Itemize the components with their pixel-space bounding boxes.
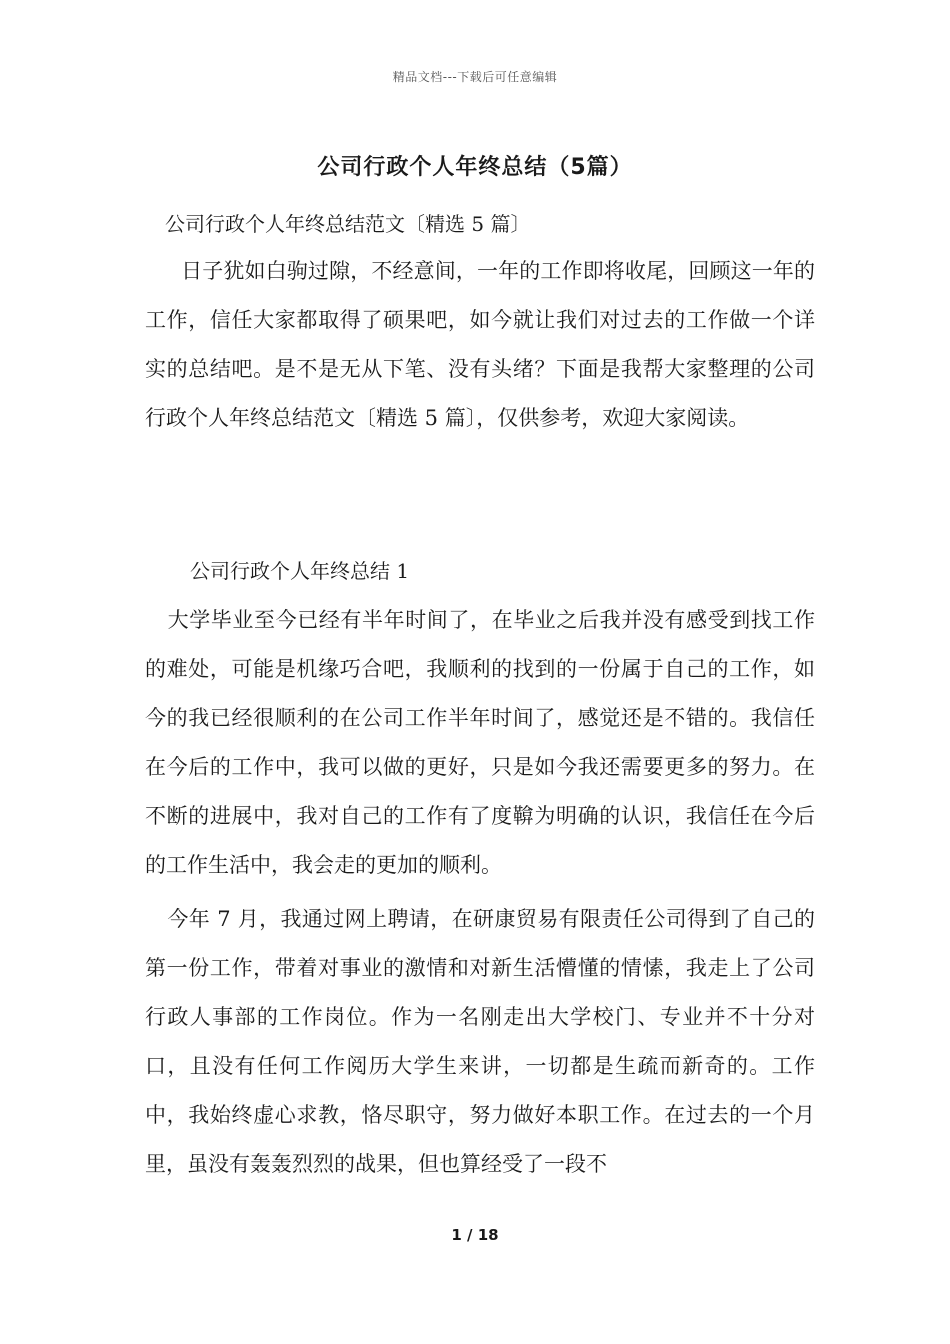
document-title: 公司行政个人年终总结（5篇） — [317, 155, 633, 180]
body-paragraph-1-text: 大学毕业至今已经有半年时间了，在毕业之后我并没有感受到找工作的难处，可能是机缘巧合吧，我顺利的找到的一份属于自己的工作，如今的我已经很顺利的在公司工作半年时间了，感觉还是不错的。我信任在今后的工作中，我可以做的更好，只是如今我还需要更多的努力。在不断的进展中，我对自己的工作有了度鞥为明确的认识，我信任在今后的工作生活中，我会走的更加的顺利。 — [145, 608, 815, 877]
page-number: 1 / 18 — [451, 1226, 499, 1244]
section-heading: 公司行政个人年终总结 1 — [190, 559, 410, 583]
document-subtitle: 公司行政个人年终总结范文〔精选 5 篇〕 — [165, 212, 531, 236]
intro-paragraph-text: 日子犹如白驹过隙，不经意间，一年的工作即将收尾，回顾这一年的工作，信任大家都取得了硕果吧，如今就让我们对过去的工作做一个详实的总结吧。是不是无从下笔、没有头绪？下面是我帮大家整理的公司行政个人年终总结范文〔精选 5 篇〕，仅供参考，欢迎大家阅读。 — [145, 259, 815, 430]
header-note: 精品文档---下载后可任意编辑 — [392, 70, 558, 84]
body-paragraph-1 — [145, 596, 815, 890]
body-paragraph-2 — [145, 895, 815, 1189]
body-paragraph-2-text: 今年 7 月，我通过网上聘请，在研康贸易有限责任公司得到了自己的第一份工作，带着对事业的激情和对新生活懵懂的情愫，我走上了公司行政人事部的工作岗位。作为一名刚走出大学校门、专业并不十分对口，且没有任何工作阅历大学生来讲，一切都是生疏而新奇的。工作中，我始终虚心求教，恪尽职守，努力做好本职工作。在过去的一个月里，虽没有轰轰烈烈的战果，但也算经受了一段不 — [145, 907, 815, 1176]
intro-paragraph — [145, 247, 815, 443]
